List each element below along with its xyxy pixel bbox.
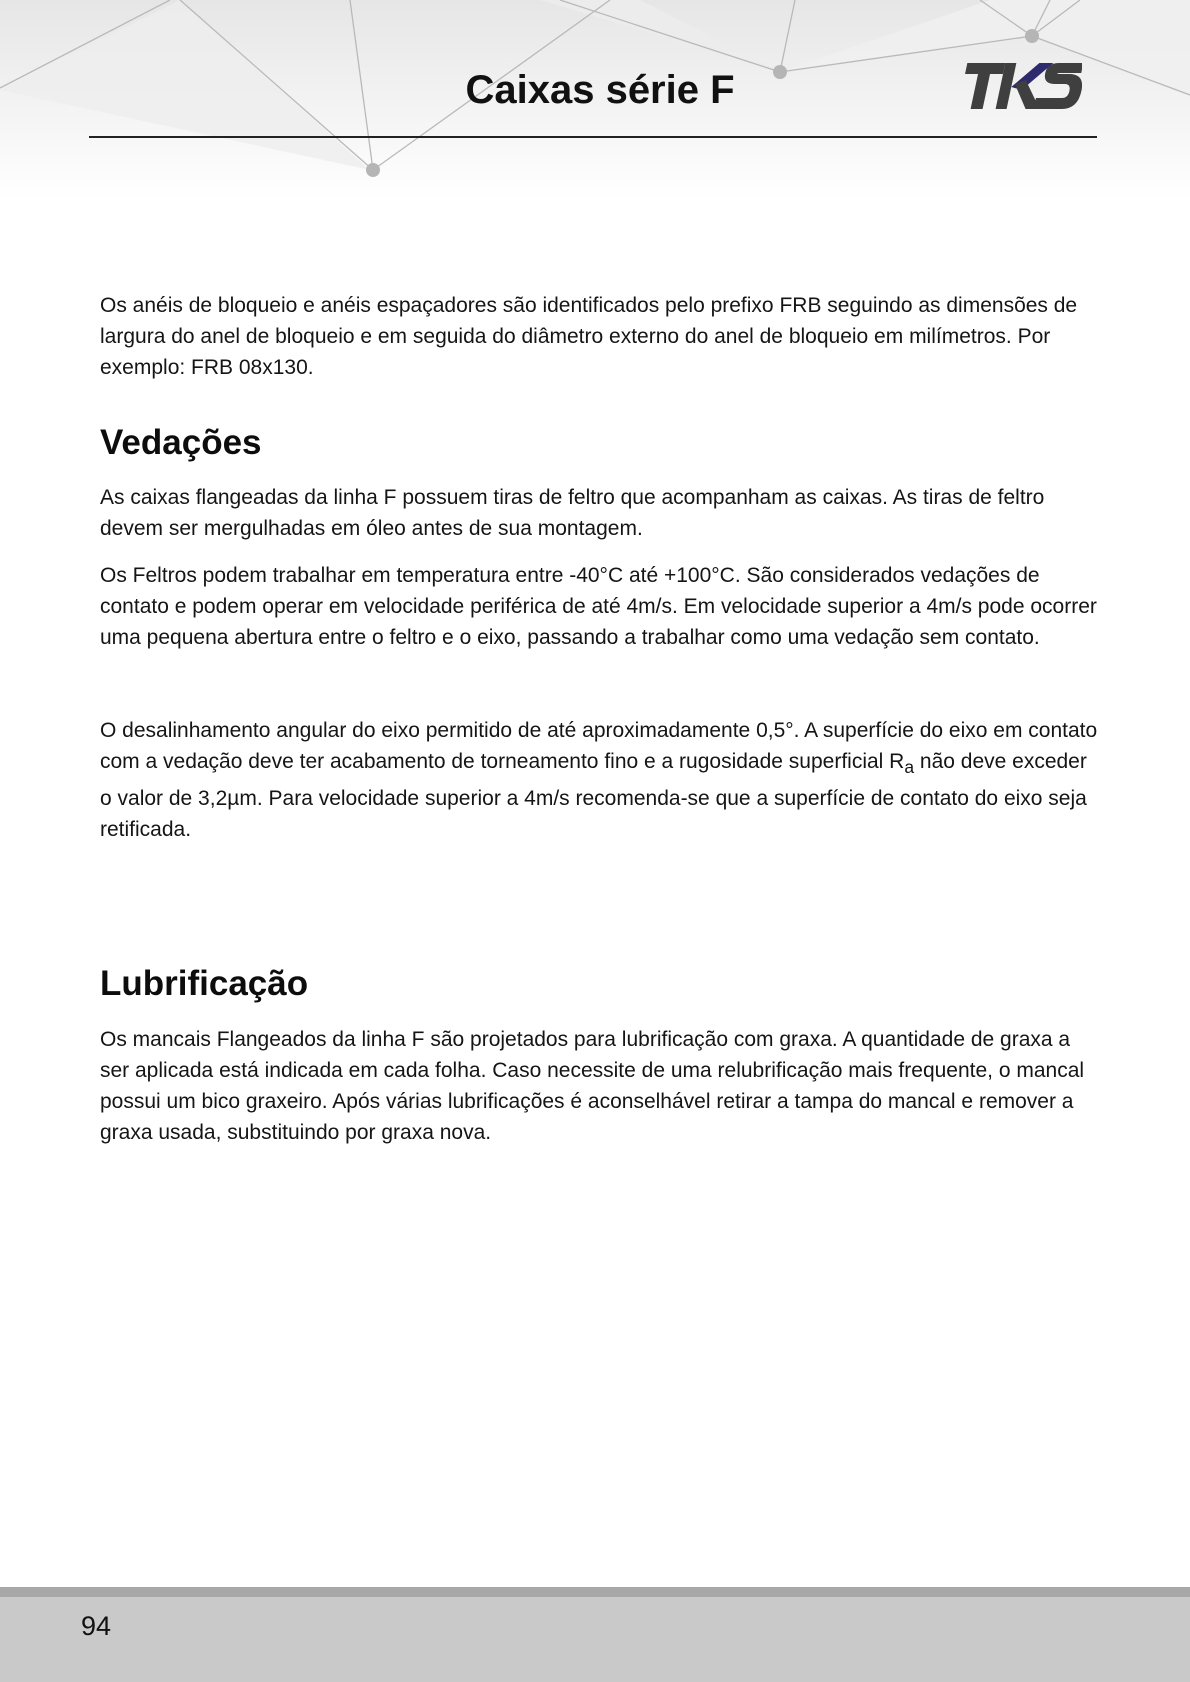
footer-stripe xyxy=(0,1587,1190,1597)
vedacoes-paragraph-2: Os Feltros podem trabalhar em temperatura entre -40°C até +100°C. São considerados vedações de contato e podem operar em velocidade periférica de até 4m/s. Em velocidade superior a 4m/s pode ocorrer uma pequena abertura entre o feltro e o eixo, passando a trabalhar como uma vedação sem contato. xyxy=(100,564,1097,649)
lubrificacao-paragraph: Os mancais Flangeados da linha F são projetados para lubrificação com graxa. A quantidade de graxa a ser aplicada está indicada em cada folha. Caso necessite de uma relubrificação mais frequente, o mancal possui um bico graxeiro. Após várias lubrificações é aconselhável retirar a tampa do mancal e remover a graxa usada, substituindo por graxa nova. xyxy=(100,1028,1085,1145)
roughness-subscript: a xyxy=(904,757,915,778)
page-footer xyxy=(0,1587,1190,1682)
page-number: 94 xyxy=(81,1611,112,1641)
intro-paragraph: Os anéis de bloqueio e anéis espaçadores são identificados pelo prefixo FRB seguindo as dimensões de largura do anel de bloqueio e em seguida do diâmetro externo do anel de bloqueio em milímetros. Por exemplo: FRB 08x130. xyxy=(100,294,1078,379)
section-heading-lubrificacao: Lubrificação xyxy=(100,964,309,1004)
main-content xyxy=(100,290,1100,1148)
section-heading-vedacoes: Vedações xyxy=(100,423,262,462)
vedacoes-paragraph-3 xyxy=(100,715,1100,845)
page-title: Caixas série F xyxy=(465,68,735,112)
vedacoes-paragraph-1: As caixas flangeadas da linha F possuem tiras de feltro que acompanham as caixas. As tiras de feltro devem ser mergulhadas em óleo antes de sua montagem. xyxy=(100,486,1045,540)
paragraph-text: O desalinhamento angular do eixo permitido de até aproximadamente 0,5°. A superfície do eixo em contato com a vedação deve ter acabamento de torneamento fino e a rugosidade superficial R xyxy=(100,719,1098,773)
tks-logo xyxy=(960,60,1082,112)
header-divider xyxy=(89,136,1097,138)
paragraph-text: não deve exceder o valor de 3,2µm. Para velocidade superior a 4m/s recomenda-se que a superfície de contato do eixo seja retificada. xyxy=(100,750,1087,842)
